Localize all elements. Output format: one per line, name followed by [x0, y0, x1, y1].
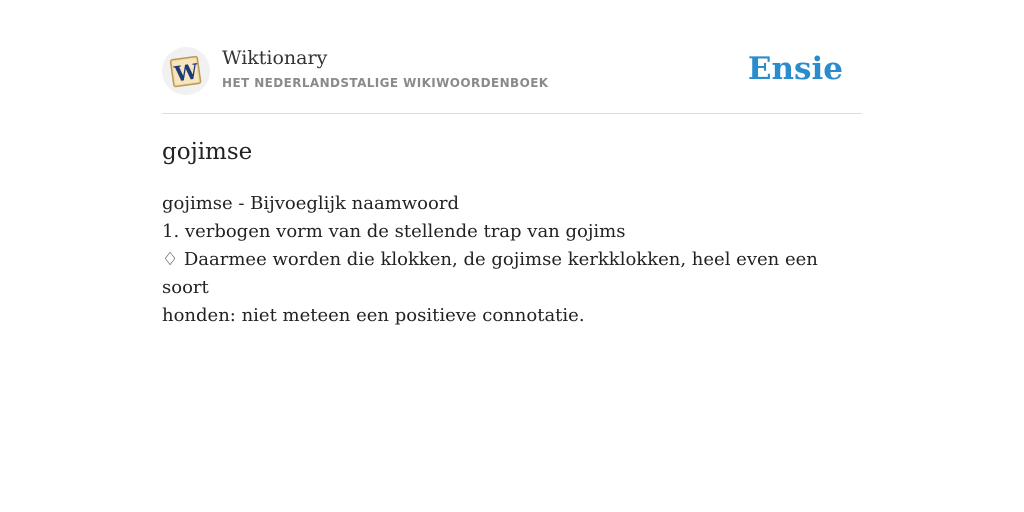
entry-title: gojimse [162, 139, 253, 165]
site-header [162, 0, 862, 114]
page [162, 0, 862, 326]
svg-text:W: W [172, 58, 200, 87]
wiktionary-logo-icon[interactable] [162, 47, 210, 95]
ensie-brand-link[interactable]: Ensie [747, 51, 843, 87]
example-line: ♢ Daarmee worden die klokken, de gojimse kerkklokken, heel even een soort [162, 249, 818, 298]
part-of-speech-line: gojimse - Bijvoeglijk naamwoord [162, 193, 459, 214]
definition-line: 1. verbogen vorm van de stellende trap van gojims [162, 221, 626, 242]
entry-definition [162, 190, 862, 330]
site-subtitle: HET NEDERLANDSTALIGE WIKIWOORDENBOEK [222, 76, 549, 90]
example-line-continued: honden: niet meteen een positieve connotatie. [162, 305, 585, 326]
site-title[interactable]: Wiktionary [222, 47, 328, 69]
